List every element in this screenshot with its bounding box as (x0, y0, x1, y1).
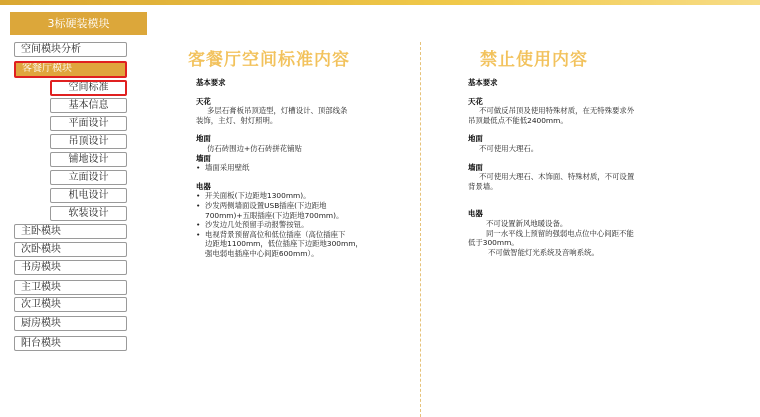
electrical-text-line: 低于300mm。 (468, 238, 519, 248)
sidebar-subitem-soft-design[interactable]: 软装设计 (50, 206, 127, 221)
prohibited-content-title: 禁止使用内容 (480, 50, 588, 70)
sidebar-subitem-floor-design[interactable]: 铺地设计 (50, 152, 127, 167)
wall-list (196, 163, 396, 173)
electrical-list (196, 191, 396, 258)
wall-heading: 墙面 (468, 162, 483, 172)
floor-text: 不可使用大理石。 (479, 143, 539, 153)
sidebar-item-study[interactable]: 书房模块 (14, 260, 127, 275)
sidebar-item-second-bath[interactable]: 次卫模块 (14, 297, 127, 312)
wall-text-line: 不可使用大理石、木饰面、特殊材质，不可设置 (479, 172, 635, 182)
sidebar-item-space-analysis[interactable]: 空间模块分析 (14, 42, 127, 57)
floor-text: 仿石砖围边+仿石砖拼花铺贴 (207, 143, 302, 153)
sidebar-subitem-plan-design[interactable]: 平面设计 (50, 116, 127, 131)
electrical-list-item: • 沙发两侧墙面设置USB插座(下边距地 (196, 201, 396, 211)
ceiling-text-line: 不可做反吊顶及使用特殊材质，在无特殊要求外 (479, 106, 635, 116)
electrical-text-line: 不可做智能灯光系统及音响系统。 (488, 247, 599, 257)
sidebar-item-master-bath[interactable]: 主卫模块 (14, 280, 127, 295)
electrical-list-item: • 电视背景预留高位和低位插座（高位插座下 (196, 230, 396, 240)
top-accent-line (0, 0, 760, 5)
electrical-text-line: 同一水平线上预留的强弱电点位中心间距不能 (486, 228, 634, 238)
electrical-list-item-cont: 强电弱电插座中心间距600mm）。 (205, 248, 319, 258)
wall-text-line: 背景墙。 (468, 181, 498, 191)
sidebar-item-balcony[interactable]: 阳台模块 (14, 336, 127, 351)
ceiling-text-line: 装饰，主灯、射灯照明。 (196, 115, 278, 125)
standard-content-title: 客餐厅空间标准内容 (188, 50, 350, 70)
sidebar-subitem-ceiling-design[interactable]: 吊顶设计 (50, 134, 127, 149)
prohibited-content-body (468, 78, 678, 257)
basic-requirements-heading: 基本要求 (468, 78, 498, 87)
sidebar-item-kitchen[interactable]: 厨房模块 (14, 316, 127, 331)
electrical-list-item: • 沙发边几处预留手动报警按钮。 (196, 220, 396, 230)
electrical-heading: 电器 (196, 181, 211, 191)
electrical-list-item-cont: 700mm)+五眼插座(下边距地700mm)。 (205, 210, 344, 220)
electrical-list-item-cont: 边距地1100mm，低位插座下边距地300mm， (205, 239, 363, 249)
wall-heading: 墙面 (196, 153, 211, 163)
ceiling-heading: 天花 (196, 96, 211, 106)
electrical-heading: 电器 (468, 209, 483, 219)
floor-heading: 地面 (468, 134, 483, 144)
floor-heading: 地面 (196, 134, 211, 144)
electrical-list-item: • 开关面板(下边距地1300mm)。 (196, 191, 396, 201)
wall-list-item: • 墙面采用壁纸 (196, 163, 396, 173)
sidebar-subitem-elevation-design[interactable]: 立面设计 (50, 170, 127, 185)
column-divider (420, 42, 421, 417)
sidebar-subitem-basic-info[interactable]: 基本信息 (50, 98, 127, 113)
sidebar-subitem-space-standard[interactable]: 空间标准 (50, 80, 127, 96)
ceiling-text-line: 吊顶最低点不能低2400mm。 (468, 115, 568, 125)
sidebar-item-living-dining[interactable]: 客餐厅模块 (14, 61, 127, 78)
sidebar-subitem-mep-design[interactable]: 机电设计 (50, 188, 127, 203)
standard-content-body (196, 78, 396, 259)
ceiling-text-line: 多层石膏板吊顶造型，灯槽设计、顶部线条 (207, 106, 348, 116)
module-header-tab[interactable]: 3标硬装模块 (10, 12, 147, 35)
ceiling-heading: 天花 (468, 96, 483, 106)
sidebar-item-master-bedroom[interactable]: 主卧模块 (14, 224, 127, 239)
electrical-text-line: 不可设置新风地暖设备。 (486, 218, 568, 228)
basic-requirements-heading: 基本要求 (196, 78, 226, 87)
sidebar-item-second-bedroom[interactable]: 次卧模块 (14, 242, 127, 257)
